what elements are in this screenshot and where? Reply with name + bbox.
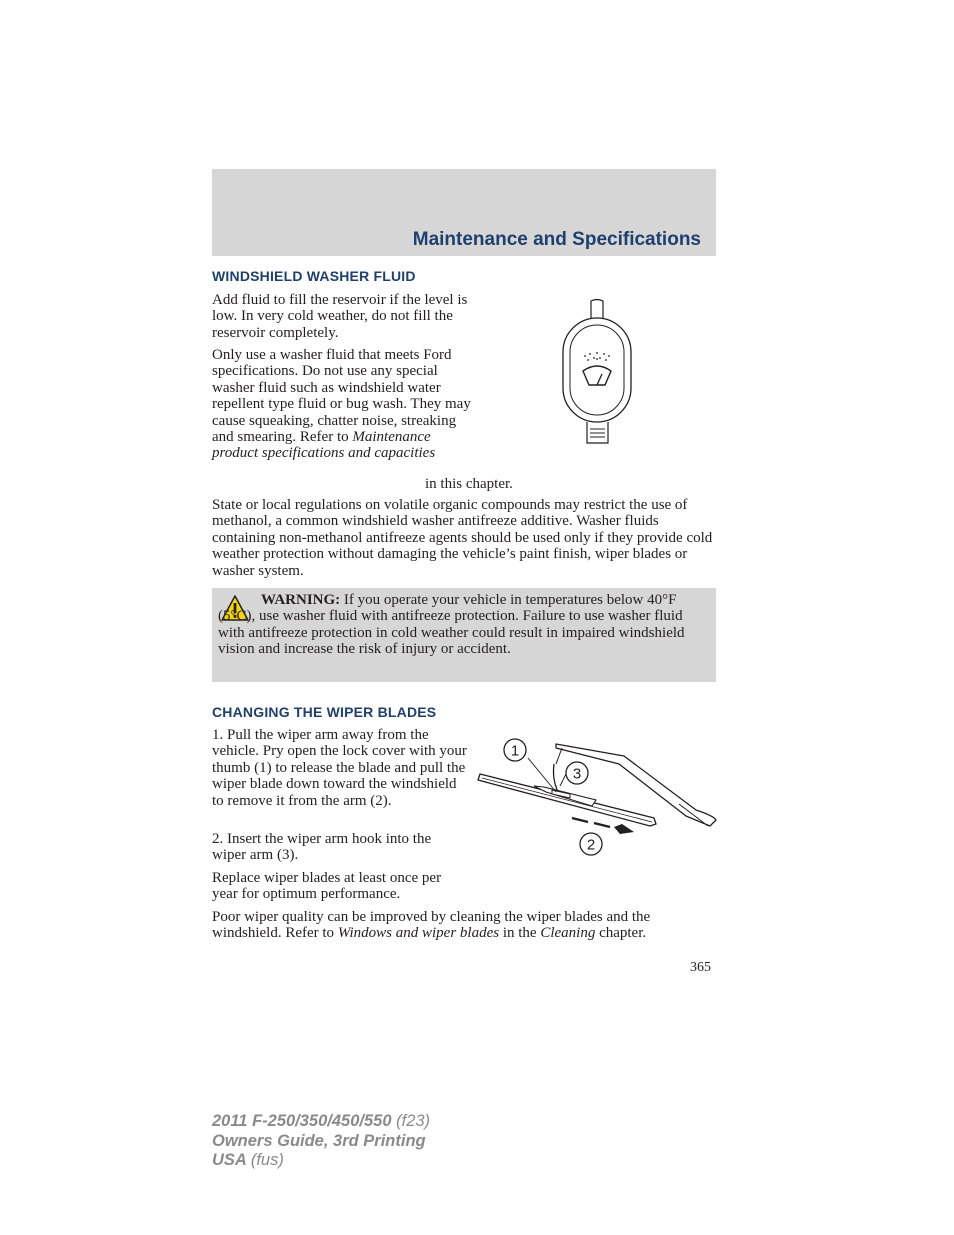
warning-box <box>212 588 716 682</box>
callout-1: 1 <box>510 742 520 760</box>
wiper-step-1: 1. Pull the wiper arm away from the vehicle. Pry open the lock cover with your thumb (1) to release the blade and pull the wiper blade down toward the windshield to remove it from the arm (2). <box>212 727 467 809</box>
washer-paragraph-2-tail: in this chapter. <box>425 476 513 492</box>
footer-model: 2011 F-250/350/450/550 <box>212 1112 392 1130</box>
footer-line-3 <box>212 1151 430 1171</box>
wiper-quality-paragraph <box>212 909 716 942</box>
section-header <box>212 169 716 256</box>
footer-market: USA <box>212 1151 247 1169</box>
wiper-replace-note: Replace wiper blades at least once per year for optimum performance. <box>212 870 442 903</box>
warning-label: WARNING: <box>261 592 341 608</box>
wiper-quality-text: Poor wiper quality can be improved by cleaning the wiper blades and the windshield. Refer to <box>212 909 651 942</box>
page-number: 365 <box>690 960 711 975</box>
warning-body: If you operate your vehicle in temperatures below 40°F (5°C), use washer fluid with antifreeze protection. Failure to use washer fluid with antifreeze protection in cold weather could result in impaired windshield vision and increase the risk of injury or accident. <box>218 592 685 658</box>
wiper-quality-text-3: chapter. <box>599 925 647 942</box>
washer-paragraph-2-text: Only use a washer fluid that meets Ford specifications. Do not use any special washer fluid such as windshield water repellent type fluid or bug wash. They may cause squeaking, chatter noise, streaking and smearing. Refer to <box>212 347 471 446</box>
warning-text <box>218 592 704 658</box>
cleaning-reference: Cleaning <box>540 925 596 942</box>
washer-paragraph-2 <box>212 347 474 462</box>
callout-3: 3 <box>572 765 582 783</box>
wiper-blades-heading: CHANGING THE WIPER BLADES <box>212 704 437 720</box>
washer-fluid-heading: WINDSHIELD WASHER FLUID <box>212 268 416 284</box>
washer-paragraph-3: State or local regulations on volatile organic compounds may restrict the use of methanol, a common windshield washer antifreeze additive. Washer fluids containing non-methanol antifreeze agents should be used only if they provide cold weather protection without damaging the vehicle’s paint finish, wiper blades or washer system. <box>212 497 713 579</box>
windows-wiper-reference: Windows and wiper blades <box>337 925 500 942</box>
footer-market-code: (fus) <box>250 1151 284 1169</box>
footer-line-1 <box>212 1112 430 1132</box>
wiper-blade-diagram <box>474 734 718 860</box>
washer-paragraph-1: Add fluid to fill the reservoir if the level is low. In very cold weather, do not fill the reservoir completely. <box>212 292 468 341</box>
footer-line-2: Owners Guide, 3rd Printing <box>212 1131 426 1150</box>
washer-reservoir-icon <box>560 298 634 446</box>
wiper-quality-text-2: in the <box>502 925 537 942</box>
footer-model-code: (f23) <box>396 1112 431 1130</box>
footer <box>212 1112 430 1171</box>
section-title: Maintenance and Specifications <box>412 229 701 250</box>
wiper-step-2: 2. Insert the wiper arm hook into the wiper arm (3). <box>212 831 432 864</box>
maintenance-specs-reference: Maintenance product specifications and capacities <box>212 429 436 462</box>
callout-2: 2 <box>586 836 596 854</box>
